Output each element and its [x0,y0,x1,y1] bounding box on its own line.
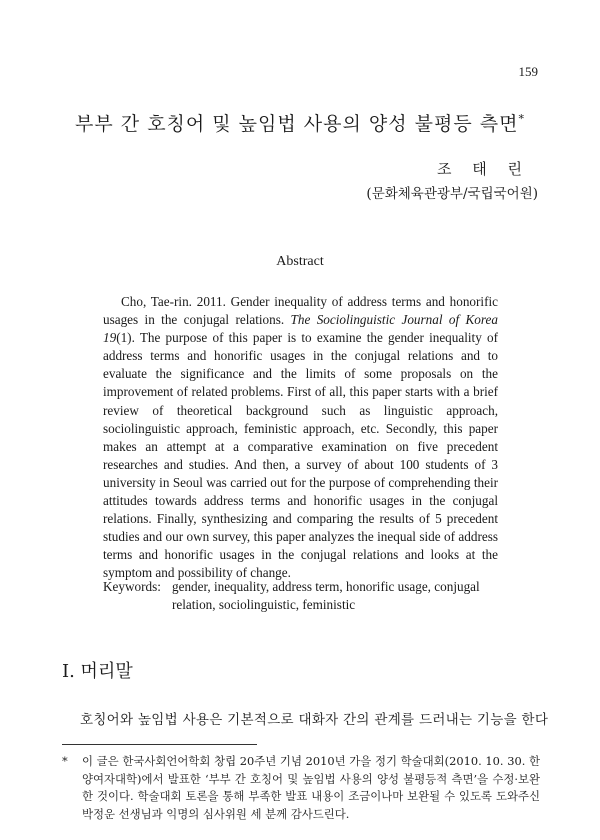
footnote-text: 이 글은 한국사회언어학회 창립 20주년 기념 2010년 가을 정기 학술대회(2010. 10. 30. 한양여자대학)에서 발표한 ‘부부 간 호칭어 및 높임법 사용의 양성 불평등적 측면’을 수정·보완한 것이다. 학술대회 토론을 통해 부족한 발표 내용이 조금이나마 보완될 수 있도록 도와주신 박정운 선생님과 익명의 심사위원 세 분께 감사드린다. [82,754,540,821]
abstract-text: The purpose of this paper is to examine the gender inequality of address terms and honorific usages in the conjugal relations and to evaluate the significance and the limits of some proposals on the improvement of related problems. First of all, this paper starts with a brief review of theoretical background such as linguistic approach, sociolinguistic approach, feministic approach, etc. Secondly, this paper makes an attempt at a comparative examination on five precedent researches and studies. And then, a survey of about 100 students of 3 university in Seoul was carried out for the purpose of comprehending their attitudes towards address terms and honorific usages in the conjugal relations. Finally, synthesizing and comparing the results of 5 precedent studies and our own survey, this paper analyzes the inequal side of address terms and honorific usages in the conjugal relations and looks at the symptom and possibility of change. [103,330,498,581]
footnote-mark: * [62,754,68,768]
keywords-list: gender, inequality, address term, honorific usage, conjugal relation, sociolinguistic, feministic [172,579,480,613]
author-affiliation: (문화체육관광부/국립국어원) [366,186,538,202]
author-name: 조 태 린 [436,160,530,178]
abstract-body [103,293,498,583]
keywords [103,578,503,614]
journal-issue: (1). [116,330,135,346]
paper-title [0,109,600,136]
title-footnote-mark: * [518,112,525,126]
footnote-divider [62,744,257,745]
paper-title-text: 부부 간 호칭어 및 높임법 사용의 양성 불평등 측면 [75,113,519,135]
footnote [62,753,540,823]
abstract-citation: Cho, Tae-rin. 2011. Gender inequality of address terms and honorific usages in the conjugal relations. [103,294,498,328]
journal-name: The Sociolinguistic Journal of Korea 19 [103,312,498,346]
page-number: 159 [518,64,538,79]
keywords-label: Keywords: [103,579,161,594]
section-heading: I. 머리말 [62,661,133,682]
intro-paragraph: 호칭어와 높임법 사용은 기본적으로 대화자 간의 관계를 드러내는 기능을 한다 [80,712,549,728]
abstract-heading: Abstract [276,254,324,269]
